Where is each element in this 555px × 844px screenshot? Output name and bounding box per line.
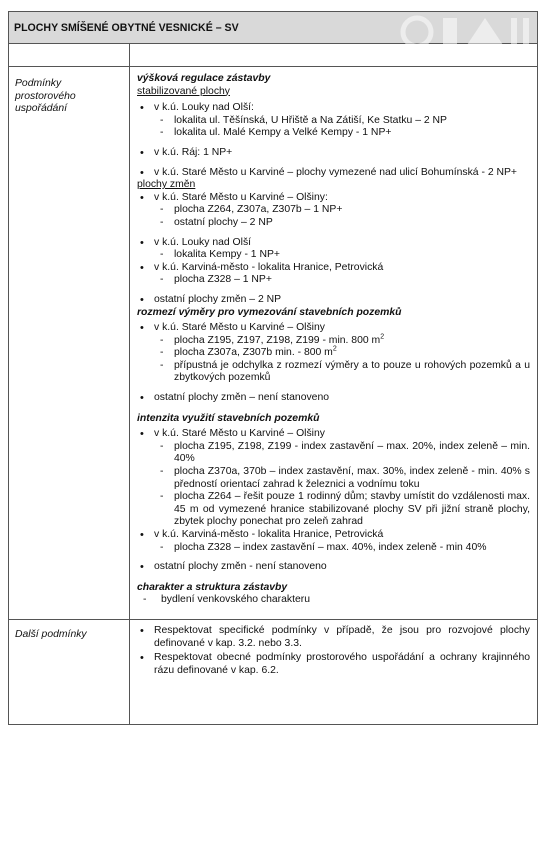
changes-list (137, 192, 530, 307)
watermark-logo-icon (395, 12, 535, 45)
blank-row (9, 44, 538, 67)
other-list (137, 625, 530, 677)
list-item: • v k.ú. Louky nad Olší: - lokalita ul. Těšínská, U Hřiště a Na Zátiší, Ke Statku – 2 NP - lokalita ul. Malé Kempy a Velké Kempy - 1 NP+ (137, 102, 530, 140)
other-conditions-content (130, 619, 538, 724)
list-item: - lokalita ul. Těšínská, U Hřiště a Na Zátiší, Ke Statku – 2 NP (154, 115, 530, 128)
subheading-stabilized: stabilizované plochy (137, 85, 230, 97)
list-item: - plocha Z328 – 1 NP+ (154, 274, 530, 287)
list-item: • v k.ú. Ráj: 1 NP+ (137, 147, 530, 160)
list-item: • v k.ú. Staré Město u Karviné – Olšiny - plocha Z195, Z197, Z198, Z199 - min. 800 $m^2$ - plocha Z307a, Z307b min. - 800 $m^2$ - přípustná je odchylka z rozmezí výměry a to pouze u rohových pozemků a u zbytkových pozemků (137, 322, 530, 385)
list-item: - plocha Z307a, Z307b min. - 800 $m^2$ (154, 347, 530, 360)
list-item: - bydlení venkovského charakteru (137, 594, 530, 607)
row-label-other: Další podmínky (9, 619, 130, 724)
spatial-conditions-row (9, 67, 538, 620)
superscript: 2 (332, 345, 337, 353)
stabilized-list (137, 102, 530, 179)
section-heading-intensity: intenzita využití stavebních pozemků (137, 412, 320, 424)
list-item: • ostatní plochy změn – není stanoveno (137, 392, 530, 405)
list-item: • v k.ú. Karviná-město - lokalita Hranice, Petrovická - plocha Z328 – 1 NP+ (137, 262, 530, 287)
section-heading-height: výšková regulace zástavby (137, 73, 271, 84)
list-item: • v k.ú. Staré Město u Karviné – Olšiny - plocha Z195, Z198, Z199 - index zastavění – max. 20%, index zeleně – min. 40% - plocha Z370a, 370b – index zastavění, max. 30%, index zeleně - min. 40% s předností orientací zahrad k železnici a vodnímu toku - plocha Z264 – řešit pouze 1 rodinný dům; stavby umístit do vzdálenosti max. 45 m od vymezené hranice stabilizované plochy SV při jižní straně plochy, zbytek plochy ponechat pro zeleň zahrad (137, 428, 530, 529)
list-item: • v k.ú. Staré Město u Karviné – plochy vymezené nad ulicí Bohumínská - 2 NP+ (137, 167, 530, 180)
list-item: • Respektovat specifické podmínky v případě, že jsou pro rozvojové plochy definované v kap. 3.2. nebo 3.3. (137, 625, 530, 650)
plot-size-list (137, 322, 530, 405)
intensity-list (137, 428, 530, 574)
section-heading-plot-size: rozmezí výměry pro vymezování stavebních pozemků (137, 306, 402, 318)
list-item: - plocha Z195, Z198, Z199 - index zastavění – max. 20%, index zeleně – min. 40% (154, 441, 530, 466)
table-header-row (9, 12, 538, 44)
list-item: • v k.ú. Karviná-město - lokalita Hranice, Petrovická - plocha Z328 – index zastavění – max. 40%, index zeleně - min 40% (137, 529, 530, 554)
list-item: - lokalita Kempy - 1 NP+ (154, 249, 530, 262)
table-title: PLOCHY SMÍŠENÉ OBYTNÉ VESNICKÉ – SV (14, 21, 239, 34)
row-label-spatial: Podmínky prostorového uspořádání (9, 67, 130, 620)
list-item: - plocha Z370a, 370b – index zastavění, max. 30%, index zeleně - min. 40% s předností orientací zahrad k železnici a vodnímu toku (154, 466, 530, 491)
list-item: - přípustná je odchylka z rozmezí výměry a to pouze u rohových pozemků a u zbytkových pozemků (154, 360, 530, 385)
list-item: • v k.ú. Staré Město u Karviné – Olšiny: - plocha Z264, Z307a, Z307b – 1 NP+ - ostatní plochy – 2 NP (137, 192, 530, 230)
list-item: • ostatní plochy změn – 2 NP (137, 294, 530, 307)
list-item: • Respektovat obecné podmínky prostorového uspořádání a ochrany krajinného rázu definované v kap. 6.2. (137, 652, 530, 677)
list-item: - plocha Z195, Z197, Z198, Z199 - min. 800 $m^2$ (154, 335, 530, 348)
spatial-conditions-content (130, 67, 538, 620)
regulation-table (8, 11, 538, 725)
list-item: - plocha Z328 – index zastavění – max. 40%, index zeleně - min 40% (154, 542, 530, 555)
subheading-changes: plochy změn (137, 179, 196, 191)
character-list (137, 594, 530, 607)
superscript: 2 (380, 333, 385, 341)
other-conditions-row (9, 619, 538, 724)
section-heading-character: charakter a struktura zástavby (137, 581, 288, 593)
regulation-sheet (8, 11, 537, 725)
list-item: - ostatní plochy – 2 NP (154, 217, 530, 230)
list-item: - plocha Z264, Z307a, Z307b – 1 NP+ (154, 204, 530, 217)
list-item: - lokalita ul. Malé Kempy a Velké Kempy - 1 NP+ (154, 127, 530, 140)
list-item: • ostatní plochy změn - není stanoveno (137, 561, 530, 574)
list-item: - plocha Z264 – řešit pouze 1 rodinný dům; stavby umístit do vzdálenosti max. 45 m od vymezené hranice stabilizované plochy SV při jižní straně plochy, zbytek plochy ponechat pro zeleň zahrad (154, 491, 530, 529)
list-item: • v k.ú. Louky nad Olší - lokalita Kempy - 1 NP+ (137, 237, 530, 262)
